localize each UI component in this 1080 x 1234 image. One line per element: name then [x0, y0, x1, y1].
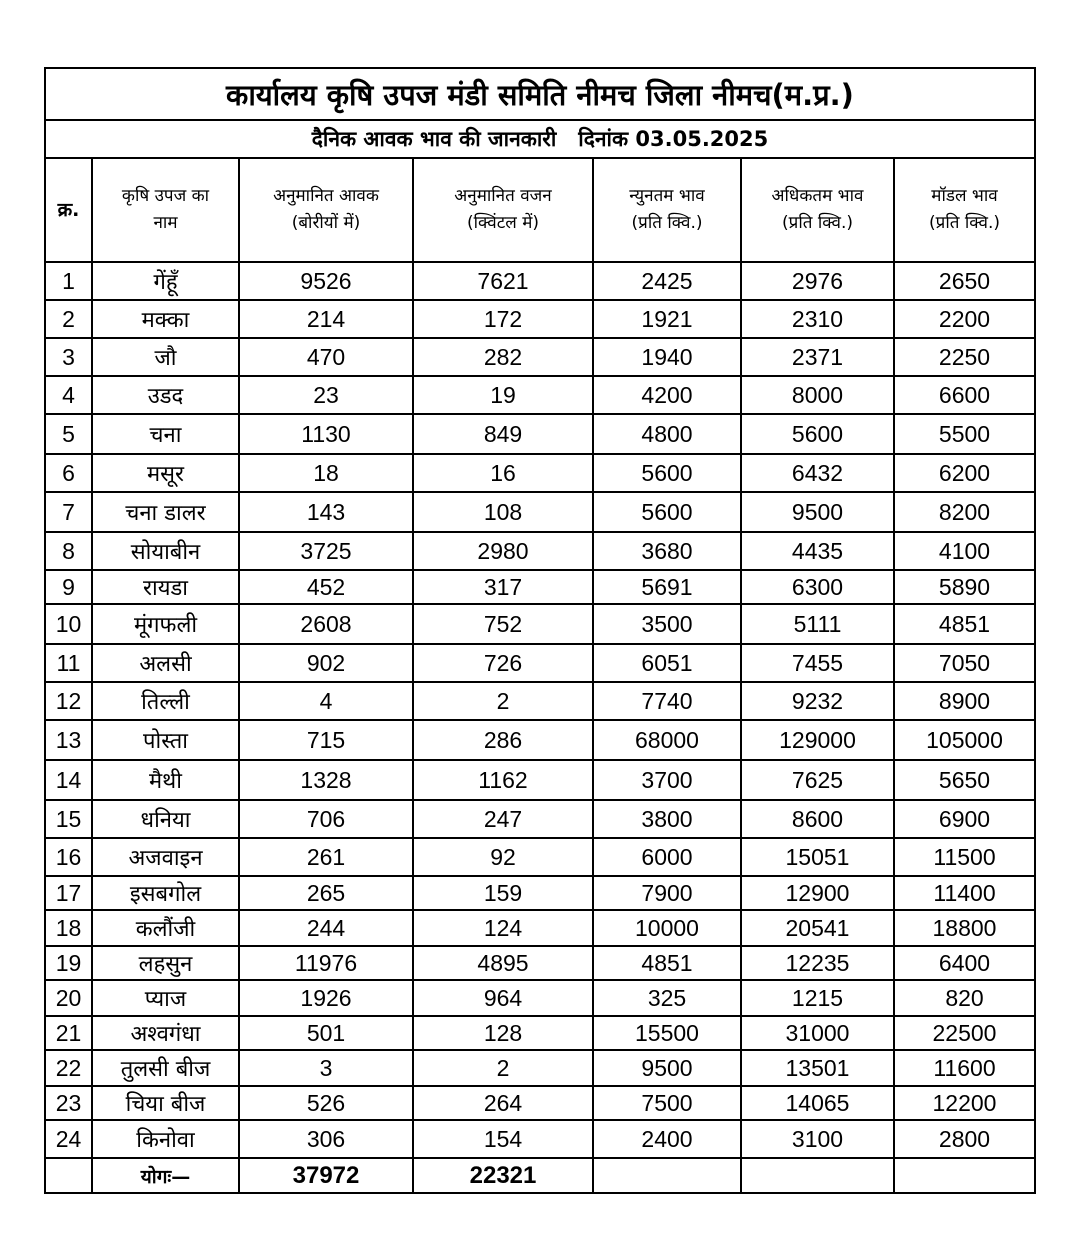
cell-crop-name: इसबगोल	[92, 876, 239, 910]
column-header-estimated-weight-quintal	[413, 158, 593, 262]
cell-maximum-price: 3100	[741, 1120, 894, 1158]
cell-maximum-price: 2976	[741, 262, 894, 300]
cell-minimum-price: 9500	[593, 1050, 741, 1086]
cell-modal-price: 2200	[894, 300, 1035, 338]
cell-maximum-price: 14065	[741, 1086, 894, 1120]
cell-minimum-price: 7740	[593, 682, 741, 720]
table-row	[45, 910, 1035, 946]
cell-estimated-arrival-bags: 2608	[239, 604, 413, 644]
cell-estimated-weight-quintal: 2	[413, 682, 593, 720]
cell-serial-number: 3	[45, 338, 92, 376]
cell-maximum-price: 5600	[741, 414, 894, 454]
cell-modal-price: 11500	[894, 838, 1035, 876]
cell-estimated-weight-quintal: 128	[413, 1016, 593, 1050]
cell-minimum-price: 3700	[593, 760, 741, 800]
cell-modal-price: 2800	[894, 1120, 1035, 1158]
cell-modal-price: 8200	[894, 492, 1035, 532]
cell-modal-price: 2250	[894, 338, 1035, 376]
cell-estimated-weight-quintal: 2980	[413, 532, 593, 570]
cell-modal-price: 5500	[894, 414, 1035, 454]
cell-serial-number: 18	[45, 910, 92, 946]
cell-crop-name: किनोवा	[92, 1120, 239, 1158]
cell-serial-number: 16	[45, 838, 92, 876]
cell-maximum-price: 129000	[741, 720, 894, 760]
cell-estimated-arrival-bags: 470	[239, 338, 413, 376]
cell-modal-price: 5650	[894, 760, 1035, 800]
cell-minimum-price: 1940	[593, 338, 741, 376]
column-header-line: क्र.	[57, 198, 80, 221]
table-row	[45, 720, 1035, 760]
cell-minimum-price: 2425	[593, 262, 741, 300]
cell-serial-number: 4	[45, 376, 92, 414]
table-row	[45, 876, 1035, 910]
cell-minimum-price: 5600	[593, 454, 741, 492]
cell-estimated-arrival-bags: 143	[239, 492, 413, 532]
cell-maximum-price: 9500	[741, 492, 894, 532]
cell-crop-name: मैथी	[92, 760, 239, 800]
table-row	[45, 1120, 1035, 1158]
cell-crop-name: गेंहूँ	[92, 262, 239, 300]
cell-estimated-weight-quintal: 2	[413, 1050, 593, 1086]
cell-modal-price: 8900	[894, 682, 1035, 720]
cell-modal-price: 4100	[894, 532, 1035, 570]
cell-estimated-weight-quintal: 7621	[413, 262, 593, 300]
cell-modal-price: 6200	[894, 454, 1035, 492]
table-row	[45, 1086, 1035, 1120]
cell-estimated-weight-quintal: 849	[413, 414, 593, 454]
cell-estimated-arrival-bags: 715	[239, 720, 413, 760]
cell-modal-price: 5890	[894, 570, 1035, 604]
cell-modal-price: 4851	[894, 604, 1035, 644]
column-header-line: (प्रति क्वि.)	[631, 213, 703, 233]
cell-serial-number: 24	[45, 1120, 92, 1158]
column-header-line: मॉडल भाव	[931, 186, 998, 206]
cell-crop-name: तुलसी बीज	[92, 1050, 239, 1086]
cell-maximum-price: 12235	[741, 946, 894, 980]
cell-serial-number: 17	[45, 876, 92, 910]
total-row	[45, 1158, 1035, 1193]
cell-maximum-price: 4435	[741, 532, 894, 570]
cell-maximum-price: 7455	[741, 644, 894, 682]
cell-maximum-price: 31000	[741, 1016, 894, 1050]
cell-maximum-price: 9232	[741, 682, 894, 720]
cell-minimum-price: 3500	[593, 604, 741, 644]
cell-estimated-weight-quintal: 16	[413, 454, 593, 492]
cell-estimated-arrival-bags: 11976	[239, 946, 413, 980]
cell-estimated-weight-quintal: 726	[413, 644, 593, 682]
cell-estimated-weight-quintal: 264	[413, 1086, 593, 1120]
cell-maximum-price: 13501	[741, 1050, 894, 1086]
cell-minimum-price: 10000	[593, 910, 741, 946]
cell-estimated-arrival-bags: 244	[239, 910, 413, 946]
cell-maximum-price: 2371	[741, 338, 894, 376]
cell-maximum-price: 5111	[741, 604, 894, 644]
cell-minimum-price: 15500	[593, 1016, 741, 1050]
table-row	[45, 1050, 1035, 1086]
cell-estimated-arrival-bags: 9526	[239, 262, 413, 300]
cell-crop-name: सोयाबीन	[92, 532, 239, 570]
cell-minimum-price: 6000	[593, 838, 741, 876]
cell-maximum-price: 2310	[741, 300, 894, 338]
report-subtitle: दैनिक आवक भाव की जानकारी दिनांक 03.05.2025	[45, 120, 1035, 158]
cell-minimum-price: 1921	[593, 300, 741, 338]
total-bags: 37972	[239, 1158, 413, 1193]
cell-minimum-price: 7900	[593, 876, 741, 910]
column-header-line: अनुमानित आवक	[273, 186, 379, 206]
cell-crop-name: जौ	[92, 338, 239, 376]
cell-maximum-price: 1215	[741, 980, 894, 1016]
column-header-line: (क्विंटल में)	[466, 213, 540, 233]
cell-crop-name: पोस्ता	[92, 720, 239, 760]
cell-maximum-price: 8000	[741, 376, 894, 414]
table-row	[45, 376, 1035, 414]
table-row	[45, 946, 1035, 980]
cell-minimum-price: 7500	[593, 1086, 741, 1120]
cell-estimated-weight-quintal: 247	[413, 800, 593, 838]
column-header-line: (प्रति क्वि.)	[929, 213, 1000, 233]
column-header-line: (प्रति क्वि.)	[782, 213, 853, 233]
cell-estimated-arrival-bags: 501	[239, 1016, 413, 1050]
cell-modal-price: 105000	[894, 720, 1035, 760]
cell-crop-name: रायडा	[92, 570, 239, 604]
cell-serial-number: 7	[45, 492, 92, 532]
cell-crop-name: प्याज	[92, 980, 239, 1016]
table-row	[45, 760, 1035, 800]
table-row	[45, 604, 1035, 644]
table-row	[45, 414, 1035, 454]
cell-crop-name: तिल्ली	[92, 682, 239, 720]
cell-estimated-weight-quintal: 172	[413, 300, 593, 338]
cell-estimated-weight-quintal: 282	[413, 338, 593, 376]
cell-minimum-price: 3680	[593, 532, 741, 570]
total-blank-min	[593, 1158, 741, 1193]
cell-maximum-price: 7625	[741, 760, 894, 800]
cell-serial-number: 2	[45, 300, 92, 338]
cell-estimated-arrival-bags: 265	[239, 876, 413, 910]
office-title: कार्यालय कृषि उपज मंडी समिति नीमच जिला नीमच(म.प्र.)	[45, 68, 1035, 120]
cell-serial-number: 1	[45, 262, 92, 300]
cell-estimated-weight-quintal: 154	[413, 1120, 593, 1158]
cell-modal-price: 18800	[894, 910, 1035, 946]
cell-crop-name: चिया बीज	[92, 1086, 239, 1120]
cell-estimated-weight-quintal: 1162	[413, 760, 593, 800]
cell-crop-name: चना डालर	[92, 492, 239, 532]
cell-modal-price: 7050	[894, 644, 1035, 682]
column-header-line: (बोरीयों में)	[291, 213, 361, 233]
cell-estimated-arrival-bags: 526	[239, 1086, 413, 1120]
cell-modal-price: 2650	[894, 262, 1035, 300]
table-row	[45, 262, 1035, 300]
cell-maximum-price: 12900	[741, 876, 894, 910]
total-label: योगः—	[92, 1158, 239, 1193]
cell-serial-number: 23	[45, 1086, 92, 1120]
cell-serial-number: 19	[45, 946, 92, 980]
cell-minimum-price: 5600	[593, 492, 741, 532]
cell-serial-number: 13	[45, 720, 92, 760]
table-row	[45, 532, 1035, 570]
cell-serial-number: 6	[45, 454, 92, 492]
table-row	[45, 682, 1035, 720]
cell-serial-number: 12	[45, 682, 92, 720]
cell-maximum-price: 15051	[741, 838, 894, 876]
cell-estimated-weight-quintal: 108	[413, 492, 593, 532]
cell-maximum-price: 6432	[741, 454, 894, 492]
cell-crop-name: मक्का	[92, 300, 239, 338]
cell-estimated-arrival-bags: 261	[239, 838, 413, 876]
cell-estimated-arrival-bags: 1130	[239, 414, 413, 454]
total-blank-serial	[45, 1158, 92, 1193]
cell-estimated-arrival-bags: 1328	[239, 760, 413, 800]
cell-serial-number: 9	[45, 570, 92, 604]
cell-estimated-arrival-bags: 23	[239, 376, 413, 414]
cell-modal-price: 11600	[894, 1050, 1035, 1086]
cell-crop-name: मसूर	[92, 454, 239, 492]
cell-maximum-price: 6300	[741, 570, 894, 604]
cell-crop-name: अलसी	[92, 644, 239, 682]
cell-serial-number: 21	[45, 1016, 92, 1050]
total-blank-modal	[894, 1158, 1035, 1193]
cell-estimated-weight-quintal: 4895	[413, 946, 593, 980]
cell-modal-price: 22500	[894, 1016, 1035, 1050]
cell-modal-price: 6400	[894, 946, 1035, 980]
cell-serial-number: 15	[45, 800, 92, 838]
total-blank-max	[741, 1158, 894, 1193]
cell-estimated-weight-quintal: 317	[413, 570, 593, 604]
table-row	[45, 570, 1035, 604]
cell-minimum-price: 4200	[593, 376, 741, 414]
column-header-modal-price	[894, 158, 1035, 262]
column-header-row	[45, 158, 1035, 262]
table-row	[45, 838, 1035, 876]
column-header-serial-number	[45, 158, 92, 262]
cell-minimum-price: 3800	[593, 800, 741, 838]
cell-estimated-arrival-bags: 306	[239, 1120, 413, 1158]
cell-minimum-price: 325	[593, 980, 741, 1016]
cell-serial-number: 20	[45, 980, 92, 1016]
column-header-line: न्युनतम भाव	[629, 186, 705, 206]
cell-estimated-arrival-bags: 706	[239, 800, 413, 838]
cell-estimated-weight-quintal: 124	[413, 910, 593, 946]
cell-crop-name: मूंगफली	[92, 604, 239, 644]
cell-serial-number: 14	[45, 760, 92, 800]
cell-maximum-price: 20541	[741, 910, 894, 946]
cell-minimum-price: 5691	[593, 570, 741, 604]
column-header-line: कृषि उपज का	[121, 186, 210, 206]
column-header-estimated-arrival-bags	[239, 158, 413, 262]
column-header-minimum-price	[593, 158, 741, 262]
cell-minimum-price: 6051	[593, 644, 741, 682]
cell-serial-number: 5	[45, 414, 92, 454]
column-header-maximum-price	[741, 158, 894, 262]
cell-estimated-arrival-bags: 18	[239, 454, 413, 492]
cell-crop-name: अश्वगंधा	[92, 1016, 239, 1050]
cell-modal-price: 820	[894, 980, 1035, 1016]
cell-serial-number: 10	[45, 604, 92, 644]
cell-estimated-arrival-bags: 3	[239, 1050, 413, 1086]
cell-modal-price: 6900	[894, 800, 1035, 838]
cell-estimated-weight-quintal: 159	[413, 876, 593, 910]
cell-crop-name: अजवाइन	[92, 838, 239, 876]
cell-minimum-price: 4800	[593, 414, 741, 454]
daily-arrival-table	[44, 67, 1036, 1194]
table-row	[45, 644, 1035, 682]
cell-maximum-price: 8600	[741, 800, 894, 838]
cell-minimum-price: 68000	[593, 720, 741, 760]
table-row	[45, 492, 1035, 532]
mandi-rate-sheet	[44, 67, 1034, 1194]
table-row	[45, 300, 1035, 338]
cell-minimum-price: 2400	[593, 1120, 741, 1158]
table-row	[45, 1016, 1035, 1050]
cell-crop-name: उडद	[92, 376, 239, 414]
cell-minimum-price: 4851	[593, 946, 741, 980]
column-header-line: अधिकतम भाव	[771, 186, 864, 206]
cell-crop-name: कलौंजी	[92, 910, 239, 946]
cell-estimated-weight-quintal: 19	[413, 376, 593, 414]
cell-estimated-arrival-bags: 902	[239, 644, 413, 682]
table-row	[45, 800, 1035, 838]
cell-modal-price: 6600	[894, 376, 1035, 414]
cell-serial-number: 22	[45, 1050, 92, 1086]
cell-estimated-arrival-bags: 452	[239, 570, 413, 604]
cell-estimated-arrival-bags: 4	[239, 682, 413, 720]
cell-estimated-weight-quintal: 964	[413, 980, 593, 1016]
total-weight: 22321	[413, 1158, 593, 1193]
cell-estimated-arrival-bags: 1926	[239, 980, 413, 1016]
column-header-line: अनुमानित वजन	[454, 186, 552, 206]
table-row	[45, 454, 1035, 492]
cell-crop-name: धनिया	[92, 800, 239, 838]
cell-estimated-arrival-bags: 214	[239, 300, 413, 338]
cell-modal-price: 11400	[894, 876, 1035, 910]
cell-crop-name: चना	[92, 414, 239, 454]
cell-estimated-arrival-bags: 3725	[239, 532, 413, 570]
cell-estimated-weight-quintal: 92	[413, 838, 593, 876]
cell-estimated-weight-quintal: 752	[413, 604, 593, 644]
table-row	[45, 980, 1035, 1016]
column-header-crop-name	[92, 158, 239, 262]
cell-serial-number: 11	[45, 644, 92, 682]
column-header-line: नाम	[153, 213, 178, 233]
cell-estimated-weight-quintal: 286	[413, 720, 593, 760]
cell-modal-price: 12200	[894, 1086, 1035, 1120]
table-row	[45, 338, 1035, 376]
cell-serial-number: 8	[45, 532, 92, 570]
cell-crop-name: लहसुन	[92, 946, 239, 980]
